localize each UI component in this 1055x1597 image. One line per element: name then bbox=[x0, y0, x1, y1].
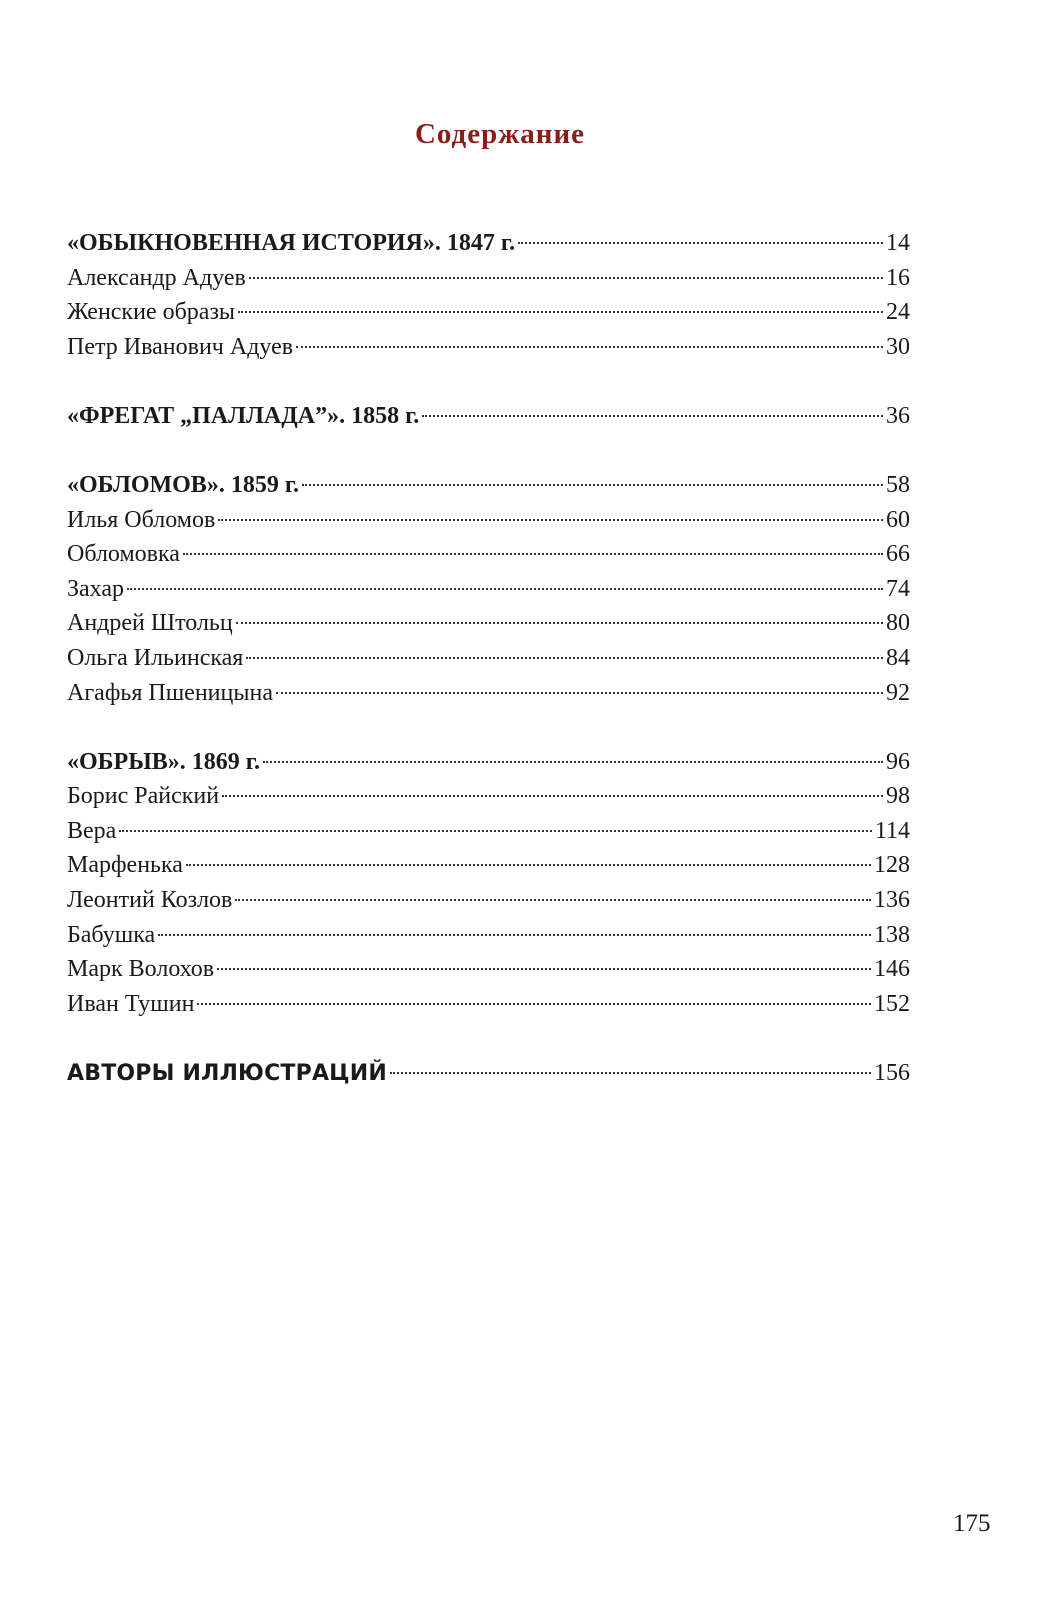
toc-heading[interactable] bbox=[67, 468, 910, 503]
toc-entry[interactable] bbox=[67, 987, 910, 1022]
toc-page-number: 152 bbox=[874, 990, 910, 1017]
toc-heading-label: АВТОРЫ ИЛЛЮСТРАЦИЙ bbox=[67, 1060, 388, 1086]
toc-entry-label: Бабушка bbox=[67, 921, 156, 948]
toc-page-number: 30 bbox=[886, 333, 910, 360]
toc-entry[interactable] bbox=[67, 952, 910, 987]
dot-leader bbox=[183, 553, 883, 555]
toc-page-number: 128 bbox=[874, 852, 910, 879]
toc-entry[interactable] bbox=[67, 330, 910, 365]
dot-leader bbox=[236, 622, 883, 624]
toc-entry[interactable] bbox=[67, 848, 910, 883]
toc-entry[interactable] bbox=[67, 918, 910, 953]
dot-leader bbox=[127, 588, 883, 590]
toc-entry[interactable] bbox=[67, 814, 910, 849]
toc-entry-label: Вера bbox=[67, 817, 117, 844]
toc-entry-label: Марфенька bbox=[67, 852, 183, 879]
dot-leader bbox=[390, 1072, 871, 1074]
toc-heading[interactable] bbox=[67, 226, 910, 261]
dot-leader bbox=[217, 968, 871, 970]
toc-page-number: 14 bbox=[886, 230, 910, 256]
page-title: Содержание bbox=[414, 118, 586, 150]
toc-page-number: 16 bbox=[886, 264, 910, 291]
toc-entry-label: Ольга Ильинская bbox=[67, 644, 244, 671]
toc-heading-label: «ОБЛОМОВ». 1859 г. bbox=[67, 471, 300, 498]
toc-entry-label: Женские образы bbox=[67, 299, 236, 326]
dot-leader bbox=[422, 415, 883, 417]
toc-page-number: 58 bbox=[886, 471, 910, 498]
toc-section bbox=[67, 745, 910, 1022]
toc-entry-label: Агафья Пшеницына bbox=[67, 679, 273, 706]
dot-leader bbox=[218, 519, 883, 521]
toc-page-number: 146 bbox=[874, 956, 910, 983]
toc-entry-label: Захар bbox=[67, 575, 125, 602]
dot-leader bbox=[197, 1003, 871, 1005]
dot-leader bbox=[518, 242, 883, 244]
dot-leader bbox=[246, 657, 883, 659]
toc-heading[interactable] bbox=[67, 399, 910, 434]
toc-entry-label: Иван Тушин bbox=[67, 990, 195, 1017]
toc-page-number: 74 bbox=[886, 575, 910, 602]
toc-section bbox=[67, 226, 910, 364]
toc-page-number: 114 bbox=[874, 817, 910, 844]
toc-entry[interactable] bbox=[67, 641, 910, 676]
toc-entry[interactable] bbox=[67, 779, 910, 814]
dot-leader bbox=[119, 830, 872, 832]
toc-page-number: 66 bbox=[886, 541, 910, 568]
toc-page-number: 24 bbox=[886, 299, 910, 326]
dot-leader bbox=[235, 899, 871, 901]
toc-entry-label: Обломовка bbox=[67, 541, 180, 568]
toc-entry[interactable] bbox=[67, 261, 910, 296]
toc-section bbox=[67, 468, 910, 710]
toc-page-number: 92 bbox=[886, 679, 910, 706]
toc-page-number: 60 bbox=[886, 506, 910, 533]
toc-page-number: 96 bbox=[886, 748, 910, 775]
toc-page-number: 156 bbox=[874, 1059, 910, 1086]
table-of-contents bbox=[67, 226, 910, 1125]
toc-entry-label: Марк Волохов bbox=[67, 956, 215, 983]
toc-entry[interactable] bbox=[67, 883, 910, 918]
toc-page-number: 80 bbox=[886, 610, 910, 637]
toc-heading-label: «ОБЫКНОВЕННАЯ ИСТОРИЯ». 1847 г. bbox=[67, 230, 516, 256]
toc-entry-label: Александр Адуев bbox=[67, 264, 246, 291]
toc-entry-label: Борис Райский bbox=[67, 783, 220, 810]
toc-heading[interactable] bbox=[67, 745, 910, 780]
toc-page-number: 98 bbox=[886, 783, 910, 810]
page-number: 175 bbox=[953, 1510, 991, 1537]
toc-entry[interactable] bbox=[67, 606, 910, 641]
toc-entry-label: Илья Обломов bbox=[67, 506, 216, 533]
dot-leader bbox=[158, 934, 871, 936]
toc-entry-label: Андрей Штольц bbox=[67, 610, 233, 637]
toc-entry[interactable] bbox=[67, 676, 910, 711]
toc-entry[interactable] bbox=[67, 295, 910, 330]
dot-leader bbox=[186, 864, 871, 866]
toc-section bbox=[67, 1056, 910, 1091]
toc-heading[interactable] bbox=[67, 1056, 910, 1091]
toc-page-number: 36 bbox=[886, 402, 910, 429]
dot-leader bbox=[302, 484, 883, 486]
toc-section bbox=[67, 399, 910, 434]
toc-heading-label: «ОБРЫВ». 1869 г. bbox=[67, 748, 260, 775]
toc-entry-label: Леонтий Козлов bbox=[67, 887, 233, 913]
toc-page-number: 84 bbox=[886, 644, 910, 671]
toc-entry-label: Петр Иванович Адуев bbox=[67, 333, 294, 360]
toc-heading-label: «ФРЕГАТ „ПАЛЛАДА”». 1858 г. bbox=[67, 402, 420, 429]
dot-leader bbox=[296, 346, 883, 348]
dot-leader bbox=[249, 277, 883, 279]
toc-page-number: 136 bbox=[874, 887, 910, 913]
dot-leader bbox=[263, 761, 883, 763]
toc-entry[interactable] bbox=[67, 537, 910, 572]
dot-leader bbox=[238, 311, 883, 313]
toc-page-number: 138 bbox=[874, 921, 910, 948]
toc-entry[interactable] bbox=[67, 503, 910, 538]
toc-entry[interactable] bbox=[67, 572, 910, 607]
dot-leader bbox=[222, 795, 883, 797]
dot-leader bbox=[276, 692, 883, 694]
